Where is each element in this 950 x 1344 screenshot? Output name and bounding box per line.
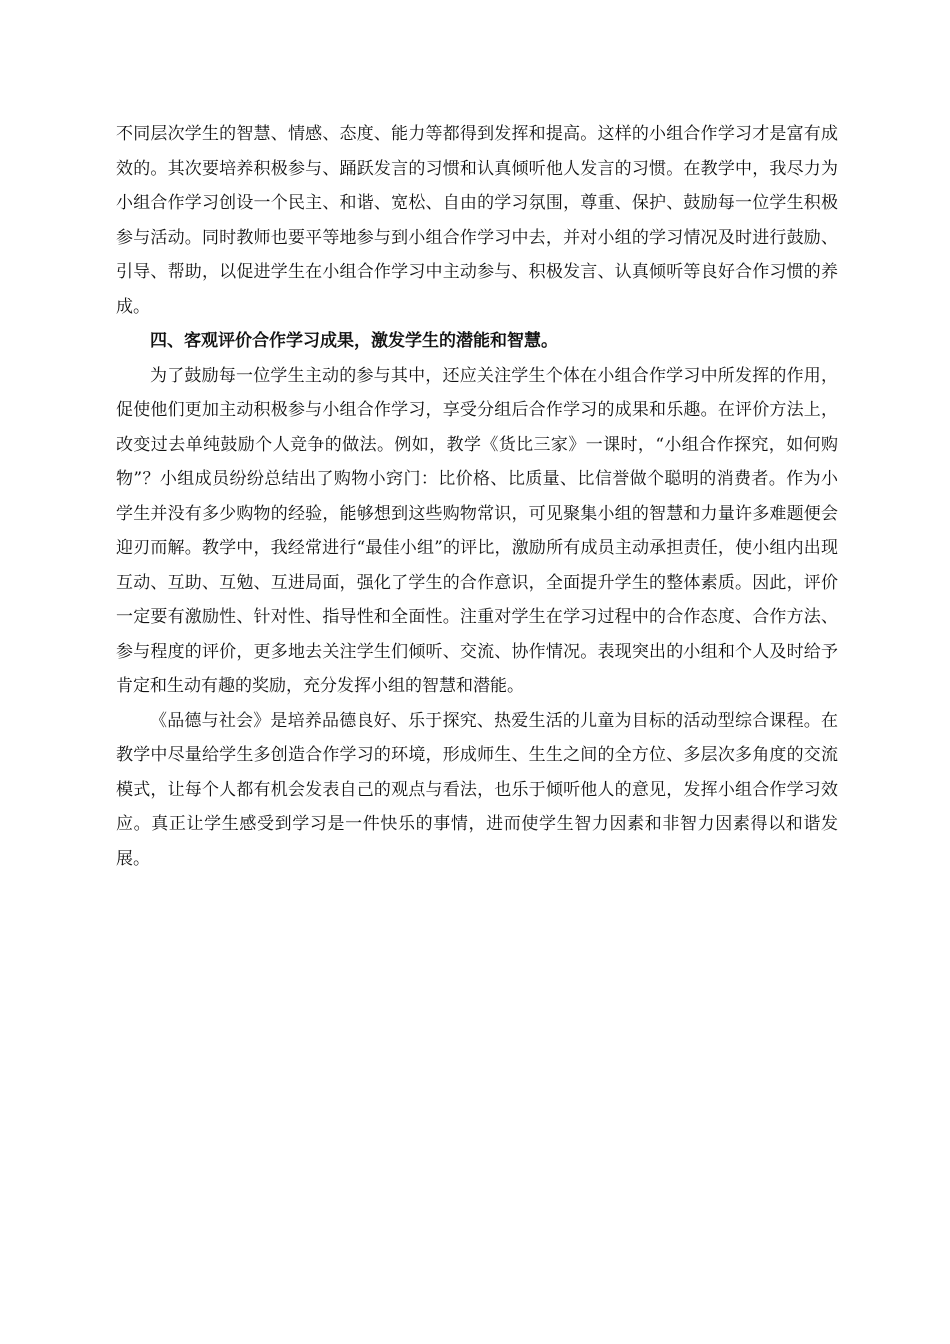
paragraph-conclusion: 《品德与社会》是培养品德良好、乐于探究、热爱生活的儿童为目标的活动型综合课程。在教学中尽量给学生多创造合作学习的环境，形成师生、生生之间的全方位、多层次多角度的交流模式，让每个人都有机会发表自己的观点与看法，也乐于倾听他人的意见，发挥小组合作学习效应。真正让学生感受到学习是一件快乐的事情，进而使学生智力因素和非智力因素得以和谐发展。 <box>116 710 838 869</box>
section-heading: 四、客观评价合作学习成果，激发学生的潜能和智慧。 <box>150 331 558 351</box>
paragraph-evaluation: 为了鼓励每一位学生主动的参与其中，还应关注学生个体在小组合作学习中所发挥的作用，促使他们更加主动积极参与小组合作学习，享受分组后合作学习的成果和乐趣。在评价方法上，改变过去单纯鼓励个人竞争的做法。例如，教学《货比三家》一课时，“小组合作探究，如何购物”？小组成员纷纷总结出了购物小窍门：比价格、比质量、比信誉做个聪明的消费者。作为小学生并没有多少购物的经验，能够想到这些购物常识，可见聚集小组的智慧和力量许多难题便会迎刃而解。教学中，我经常进行“最佳小组”的评比，激励所有成员主动承担责任，使小组内出现互动、互助、互勉、互进局面，强化了学生的合作意识，全面提升学生的整体素质。因此，评价一定要有激励性、针对性、指导性和全面性。注重对学生在学习过程中的合作态度、合作方法、参与程度的评价，更多地去关注学生们倾听、交流、协作情况。表现突出的小组和个人及时给予肯定和生动有趣的奖励，充分发挥小组的智慧和潜能。 <box>116 365 838 696</box>
document-body <box>116 117 838 876</box>
paragraph-continued: 不同层次学生的智慧、情感、态度、能力等都得到发挥和提高。这样的小组合作学习才是富有成效的。其次要培养积极参与、踊跃发言的习惯和认真倾听他人发言的习惯。在教学中，我尽力为小组合作学习创设一个民主、和谐、宽松、自由的学习氛围，尊重、保护、鼓励每一位学生积极参与活动。同时教师也要平等地参与到小组合作学习中去，并对小组的学习情况及时进行鼓励、引导、帮助，以促进学生在小组合作学习中主动参与、积极发言、认真倾听等良好合作习惯的养成。 <box>116 124 838 317</box>
